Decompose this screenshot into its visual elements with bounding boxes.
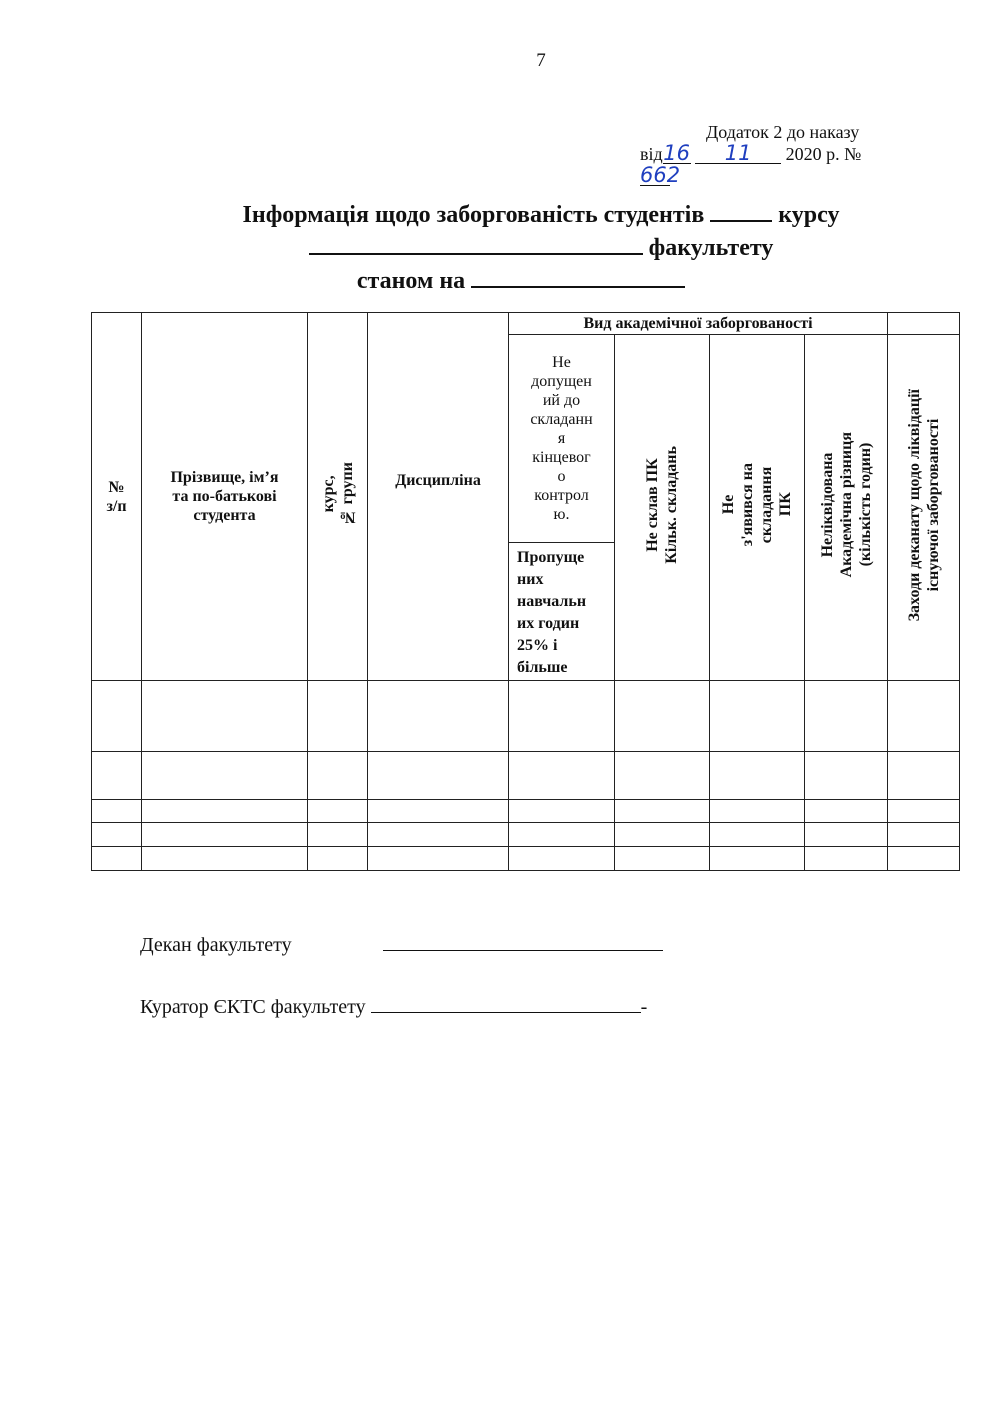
title-text-as-of: станом на <box>356 268 466 294</box>
header-debt-type: Вид академічної заборгованості <box>509 313 888 335</box>
date-prefix: від <box>640 144 663 164</box>
curator-signature-line <box>140 996 647 1019</box>
appendix-block <box>640 121 880 187</box>
curator-label: Куратор ЄКТС факультету <box>140 996 366 1018</box>
debt-table <box>91 312 960 871</box>
title-text-a: Інформація щодо заборгованість студентів <box>242 202 705 228</box>
header-missed-hours: Пропуще них навчальн их годин 25% і більше <box>509 543 615 681</box>
page-number: 7 <box>536 50 546 71</box>
dean-label: Декан факультету <box>140 934 292 956</box>
header-unliquidated: Неліквідована Академічна різниця (кількість годин) <box>818 432 874 578</box>
header-student-name: Прізвище, ім’я та по-батькові студента <box>142 313 308 681</box>
header-measures: Заходи деканату щодо ліквідації існуючої заборгованості <box>905 388 942 622</box>
header-not-appeared: Не з'явився на складання ПК <box>720 463 794 547</box>
header-not-appeared-cell <box>710 335 805 681</box>
document-title <box>0 198 993 297</box>
curator-signature-blank <box>371 1012 641 1013</box>
title-text-b: курсу <box>778 202 840 228</box>
dean-signature-line <box>140 934 663 957</box>
order-field <box>640 163 681 187</box>
header-num: № з/п <box>92 313 142 681</box>
month-handwritten: 11 <box>724 141 752 165</box>
date-blank <box>471 264 685 288</box>
header-not-admitted: Не допущен ий до складанн я кінцевог о контрол ю. <box>509 335 615 543</box>
header-course: курс, № групи <box>319 462 356 526</box>
dean-signature-blank <box>383 950 663 951</box>
header-not-passed: Не склав ПК Кільк. складань <box>644 446 680 564</box>
title-line-3 <box>0 264 993 297</box>
header-not-passed-cell <box>615 335 710 681</box>
title-line-1 <box>0 198 993 231</box>
header-discipline: Дисципліна <box>368 313 509 681</box>
table-row <box>92 800 960 823</box>
day-handwritten: 16 <box>663 141 691 165</box>
header-course-cell <box>308 313 368 681</box>
day-field <box>663 141 691 165</box>
header-measures-cell <box>888 335 960 681</box>
month-field <box>695 141 781 165</box>
course-blank <box>710 198 772 222</box>
table-row <box>92 681 960 752</box>
order-handwritten: 662 <box>640 163 681 187</box>
title-line-2 <box>0 231 993 264</box>
table-row <box>92 847 960 871</box>
year-text: 2020 р. № <box>785 144 862 164</box>
table-row <box>92 823 960 847</box>
header-unliquidated-cell <box>805 335 888 681</box>
table-row <box>92 752 960 800</box>
title-text-faculty: факультету <box>648 235 774 261</box>
appendix-date-line <box>640 143 880 187</box>
faculty-blank <box>309 231 643 255</box>
appendix-title: Додаток 2 до наказу <box>706 122 860 142</box>
header-blank-top <box>888 313 960 335</box>
curator-dash: - <box>640 996 648 1018</box>
